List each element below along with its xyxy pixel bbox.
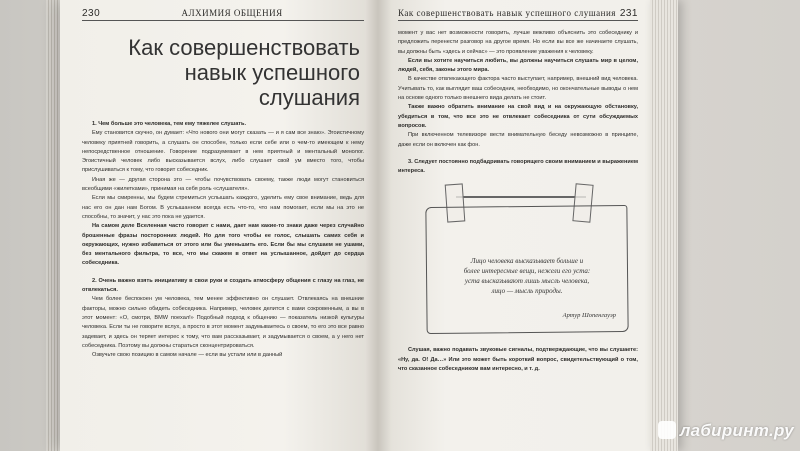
paragraph-emphasis: На самом деле Вселенная часто говорит с нами, дает нам какие-то знаки даже через случайно брошенные фразы посторонних людей. Но для того чтобы ее голос, слышать самих себя и окружающих, нужно избавиться от этого или бы уменьшить его. Если бы мы слушаем не ушами, без ментального фильтра, то все, что мы скажем в ответ на услышанное, дойдет до сердца собеседника. bbox=[82, 223, 364, 267]
right-page-number: 231 bbox=[619, 7, 638, 19]
paragraph: Озвучьте свою позицию в самом начале — если вы устали или в данный bbox=[92, 352, 283, 359]
left-page bbox=[60, 0, 378, 451]
paragraph-emphasis: Также важно обратить внимание на свой вид и на окружающую обстановку, убедиться в том, что все это не отвлекает собеседника от сути обсуждаемых вопросов. bbox=[398, 104, 638, 129]
chapter-title-line-1: Как совершенствовать bbox=[128, 35, 360, 60]
paragraph-emphasis: Если вы хотите научиться любить, вы должны научиться слушать мир в целом, людей, себя, законы этого мира. bbox=[398, 57, 638, 74]
paragraph: При включенном телевизоре вести внимательную беседу невозможно в принципе, даже если он включен как фон. bbox=[398, 132, 638, 148]
watermark-text: лабиринт.ру bbox=[679, 421, 794, 440]
right-page bbox=[378, 0, 650, 451]
quote-text: Лицо человека высказывает больше и более интересные вещи, нежели его уста: уста высказывают лишь мысль человека, лицо — мысль природы. bbox=[463, 257, 591, 296]
section-heading-1: 1. Чем больше это человека, тем ему тяжелее слушать. bbox=[92, 121, 247, 127]
section-heading-3: 3. Следует постоянно подбадривать говорящего своим вниманием и выражением интереса. bbox=[398, 158, 638, 175]
left-page-header bbox=[82, 6, 364, 21]
chapter-title-line-2: навык успешного слушания bbox=[184, 60, 360, 110]
right-page-stack bbox=[650, 0, 678, 451]
quote-illustration bbox=[426, 184, 626, 334]
paragraph: момент у вас нет возможности говорить, лучше вежливо объяснить это собеседнику и предложить перенести разговор на другое время. Но если вы все же начинаете слушать, вы должны быть «здесь и сейчас» — это проявление уважения к человеку. bbox=[398, 30, 638, 55]
left-page-number: 230 bbox=[82, 7, 101, 19]
section-heading-2: 2. Очень важно взять инициативу в свои руки и создать атмосферу общения с глазу на глаз, не отвлекаться. bbox=[82, 277, 364, 294]
quote-author: Артур Шопенгауэр bbox=[562, 312, 616, 320]
left-running-title: АЛХИМИЯ ОБЩЕНИЯ bbox=[181, 8, 283, 18]
paragraph: Ему становится скучно, он думает: «Что нового они могут сказать — и я сам все знаю». Эгоистичному человеку приятней говорить, а слушать он способен, только если себе или о чем-то имеющем к нему непосредственное отношение. Говорение подразумевает в нем приятный и ментальный монолог. Эгоистичный человек либо высказывается вслух, либо слушает свой ум вместо того, чтобы прислушиваться к тому, что говорит собеседник. bbox=[82, 130, 364, 174]
chapter-title bbox=[82, 35, 360, 110]
right-running-title: Как совершенствовать навык успешного слушания bbox=[398, 8, 616, 18]
paragraph-emphasis: Слушая, важно подавать звуковые сигналы, подтверждающие, что вы слушаете: «Ну, да. О! Да…» Или это может быть короткий вопрос, свидетельствующий о том, что сказанное собеседником вам интересно, и т. д. bbox=[398, 347, 638, 373]
labirint-logo-icon bbox=[658, 421, 676, 439]
paragraph: В качестве отвлекающего фактора часто выступает, например, внешний вид человека. Учитывать то, как выглядит ваш собеседник, необходимо, но окончательные выводы о нем на основе одного только внешнего вида делать не стоит. bbox=[398, 76, 638, 102]
right-page-header bbox=[398, 6, 638, 21]
paragraph: Иная же — другая сторона это — чтобы почувствовать своему, также люди могут становиться всеобщими «жилетками», принимая на себя роль «слушателя». bbox=[82, 176, 364, 193]
paragraph: Если мы смиренны, мы будем стремиться услышать каждого, уделить ему свое внимание, ведь для нас его он дан нам Богом. В услышанном всегда есть что-то, что нам помогает, если мы на это не способны, то значит, у нас это пока не удается. bbox=[82, 195, 364, 220]
hanging-string bbox=[456, 196, 586, 197]
paragraph: Чем более беспокоен ум человека, тем менее эффективно он слушает. Отвлекаясь на внешние факторы, можно сильно обидеть собеседника. Например, человек делится с вами сокровенным, а вы в этот момент: «О, смотри, BMW поехал!» Подобный подход к общению — показатель низкой культуры человека. Если ты не говорите вслух, а просто в этот момент задумываетесь о своем, то его это все равно задевает, и здесь он теряет интерес к тому, что вам рассказывает, и задумывается о своем, а у него нет собеседника. Поэтому вы должны стараться сконцентрироваться. bbox=[82, 296, 364, 349]
watermark bbox=[658, 421, 794, 441]
